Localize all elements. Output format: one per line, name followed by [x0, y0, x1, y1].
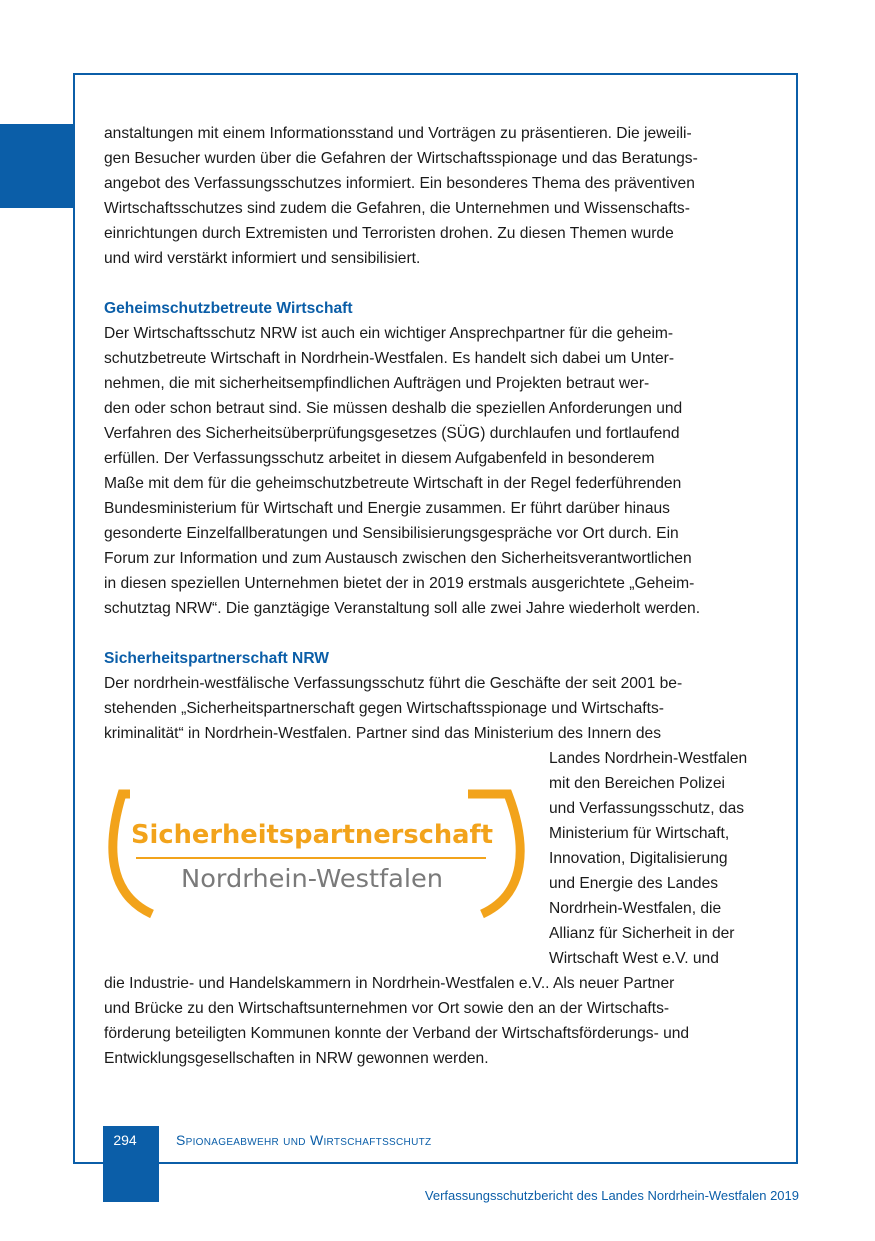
text-line: anstaltungen mit einem Informationsstand und Vorträgen zu präsentieren. Die jeweili-: [104, 125, 692, 142]
text-line: Innovation, Digitalisierung: [549, 850, 728, 867]
text-line: Der Wirtschaftsschutz NRW ist auch ein wichtiger Ansprechpartner für die geheim-: [104, 325, 674, 342]
text-line: Maße mit dem für die geheimschutzbetreute Wirtschaft in der Regel federführenden: [104, 475, 682, 492]
text-line: und Energie des Landes: [549, 875, 719, 892]
intro-paragraph: [104, 121, 770, 271]
main-content: [104, 121, 770, 1071]
text-line: und Verfassungsschutz, das: [549, 800, 745, 817]
text-line: mit den Bereichen Polizei: [549, 775, 725, 792]
paragraph-gap: [104, 621, 770, 646]
logo-subtitle: Nordrhein-Westfalen: [181, 864, 443, 893]
logo-title: Sicherheitspartnerschaft: [131, 820, 493, 850]
text-line: gen Besucher wurden über die Gefahren der Wirtschaftsspionage und das Beratungs-: [104, 150, 698, 167]
text-line: kriminalität“ in Nordrhein-Westfalen. Partner sind das Ministerium des Innern des: [104, 725, 661, 742]
text-line: und Brücke zu den Wirtschaftsunternehmen vor Ort sowie den an der Wirtschafts-: [104, 1000, 670, 1017]
text-line: die Industrie- und Handelskammern in Nordrhein-Westfalen e.V.. Als neuer Partner: [104, 975, 675, 992]
text-line: Der nordrhein-westfälische Verfassungsschutz führt die Geschäfte der seit 2001 be-: [104, 675, 683, 692]
text-line: erfüllen. Der Verfassungsschutz arbeitet in diesem Aufgabenfeld in besonderem: [104, 450, 655, 467]
text-line: schutztag NRW“. Die ganztägige Veranstaltung soll alle zwei Jahre wiederholt werden.: [104, 600, 701, 617]
side-tab-marker: [0, 124, 74, 208]
report-footer: Verfassungsschutzbericht des Landes Nordrhein-Westfalen 2019: [424, 1188, 799, 1203]
paragraph-gap: [104, 271, 770, 296]
text-line: Bundesministerium für Wirtschaft und Energie zusammen. Er führt darüber hinaus: [104, 500, 670, 517]
text-line: nehmen, die mit sicherheitsempfindlichen Aufträgen und Projekten betraut wer-: [104, 375, 650, 392]
sicherheitspartnerschaft-paragraph: [104, 671, 770, 1071]
text-line: angebot des Verfassungsschutzes informiert. Ein besonderes Thema des präventiven: [104, 175, 695, 192]
text-line: einrichtungen durch Extremisten und Terroristen drohen. Zu diesen Themen wurde: [104, 225, 674, 242]
logo-and-text-row: [104, 746, 770, 971]
text-line: Entwicklungsgesellschaften in NRW gewonnen werden.: [104, 1050, 489, 1067]
text-line: Wirtschaft West e.V. und: [549, 950, 719, 967]
sicherheitspartnerschaft-logo: [104, 746, 549, 971]
section-heading-geheimschutz: Geheimschutzbetreute Wirtschaft: [104, 300, 353, 317]
text-line: in diesen speziellen Unternehmen bietet der in 2019 erstmals ausgerichtete „Geheim-: [104, 575, 695, 592]
text-line: förderung beteiligten Kommunen konnte der Verband der Wirtschaftsförderungs- und: [104, 1025, 690, 1042]
logo-left-bracket: [113, 794, 152, 914]
text-line: und wird verstärkt informiert und sensibilisiert.: [104, 250, 421, 267]
text-line: stehenden „Sicherheitspartnerschaft gegen Wirtschaftsspionage und Wirtschafts-: [104, 700, 664, 717]
geheimschutz-paragraph: [104, 321, 770, 621]
text-line: Nordrhein-Westfalen, die: [549, 900, 722, 917]
logo-right-bracket: [468, 794, 520, 914]
text-line: schutzbetreute Wirtschaft in Nordrhein-Westfalen. Es handelt sich dabei um Unter-: [104, 350, 675, 367]
text-line: Ministerium für Wirtschaft,: [549, 825, 730, 842]
text-line: Verfahren des Sicherheitsüberprüfungsgesetzes (SÜG) durchlaufen und fortlaufend: [104, 425, 680, 442]
page-number-box: [103, 1126, 159, 1202]
text-line: Wirtschaftsschutzes sind zudem die Gefahren, die Unternehmen und Wissenschafts-: [104, 200, 690, 217]
text-line: Forum zur Information und zum Austausch zwischen den Sicherheitsverantwortlichen: [104, 550, 692, 567]
logo-side-text: [549, 746, 770, 971]
logo-graphic: [104, 746, 549, 971]
text-line: Allianz für Sicherheit in der: [549, 925, 735, 942]
text-line: Landes Nordrhein-Westfalen: [549, 750, 748, 767]
running-section-title: Spionageabwehr und Wirtschaftsschutz: [176, 1132, 432, 1148]
section-heading-sicherheitspartnerschaft: Sicherheitspartnerschaft NRW: [104, 650, 330, 667]
page-number: 294: [113, 1132, 137, 1148]
text-line: gesonderte Einzelfallberatungen und Sensibilisierungsgespräche vor Ort durch. Ein: [104, 525, 679, 542]
text-line: den oder schon betraut sind. Sie müssen deshalb die speziellen Anforderungen und: [104, 400, 683, 417]
